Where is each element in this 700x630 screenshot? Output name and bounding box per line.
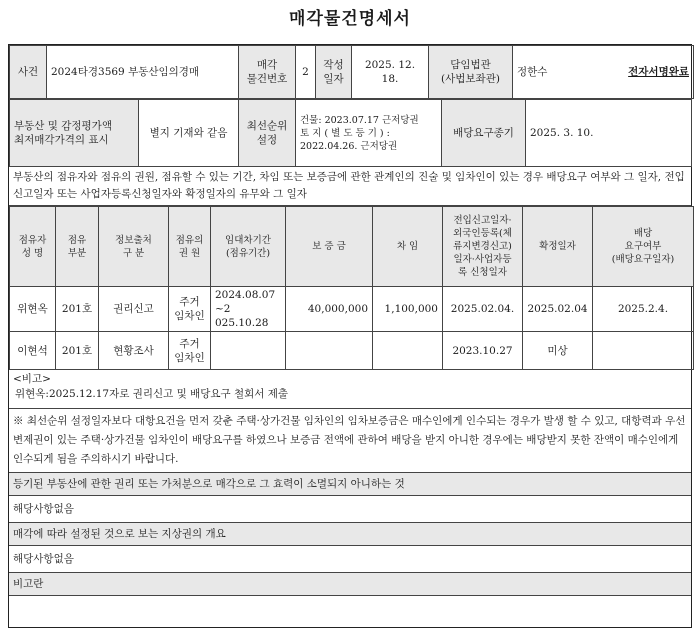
col-fixed-date: 확정일자 [523,207,593,287]
section-heading: 등기된 부동산에 관한 권리 또는 가처분으로 매각으로 그 효력이 소멸되지 아니하는 것 [9,473,691,496]
fixed-date: 2025.02.04 [523,287,593,332]
remarks-text: 위현옥:2025.12.17자로 권리신고 및 배당요구 철회서 제출 [15,388,289,400]
table-row [10,287,694,332]
col-occupancy-right: 점유의 권 원 [169,207,211,287]
col-deposit: 보 증 금 [286,207,373,287]
occupancy-note: 부동산의 점유자와 점유의 권원, 점유할 수 있는 기간, 차임 또는 보증금에 관한 관계인의 진술 및 임차인이 있는 경우 배당요구 여부와 그 일자, 전입신고일자 또는 사업자등록신청일자와 확정일자의 유무와 그 일자 [9,167,691,206]
occupant-name: 위현옥 [10,287,56,332]
item-number: 2 [296,46,316,99]
price-label: 부동산 및 감정평가액 최저매각가격의 표시 [10,100,139,167]
item-number-label: 매각 물건번호 [239,46,296,99]
priority-value: 건물: 2023.07.17 근저당권 토 지 ( 별 도 등 기 ) : 2022.04.26. 근저당권 [296,100,442,167]
deposit [286,332,373,370]
judge-cell [513,46,694,99]
lease-period [211,332,286,370]
rent [373,332,443,370]
col-occupant-name: 점유자 성 명 [10,207,56,287]
col-info-source: 정보출처 구 분 [99,207,169,287]
col-rent: 차 임 [373,207,443,287]
occupant-name: 이현석 [10,332,56,370]
section-body: 해당사항없음 [9,546,691,573]
price-value: 별지 기재와 같음 [139,100,239,167]
col-move-in-date: 전입신고일자· 외국인등록(체 류지변경신고) 일자·사업자등 록 신청일자 [443,207,523,287]
header-table [9,45,694,99]
rent: 1,100,000 [373,287,443,332]
deadline-label: 배당요구종기 [442,100,526,167]
date-label: 작성 일자 [316,46,352,99]
statement-frame [8,44,692,628]
dividend-request [593,332,694,370]
info-source: 권리신고 [99,287,169,332]
section-body: 해당사항없음 [9,496,691,523]
case-number: 2024타경3569 부동산임의경매 [47,46,239,99]
lease-period: 2024.08.07~2 025.10.28 [211,287,286,332]
section-heading: 매각에 따라 설정된 것으로 보는 지상권의 개요 [9,523,691,546]
price-table [9,99,692,167]
case-label: 사건 [10,46,47,99]
priority-label: 최선순위 설정 [239,100,296,167]
judge-name: 정한수 [517,66,548,78]
dividend-deadline: 2025. 3. 10. [526,100,692,167]
remarks-label: <비고> [13,373,51,385]
col-dividend-request: 배당 요구여부 (배당요구일자) [593,207,694,287]
tenant-header-row [10,207,694,287]
col-lease-period: 임대차기간 (점유기간) [211,207,286,287]
occupancy-right: 주거 임차인 [169,287,211,332]
move-in-date: 2023.10.27 [443,332,523,370]
occupied-part: 201호 [56,287,99,332]
section-heading: 비고란 [9,573,691,596]
info-source: 현황조사 [99,332,169,370]
occupied-part: 201호 [56,332,99,370]
written-date: 2025. 12. 18. [352,46,429,99]
occupancy-right: 주거 임차인 [169,332,211,370]
fixed-date: 미상 [523,332,593,370]
document-title: 매각물건명세서 [289,9,411,29]
move-in-date: 2025.02.04. [443,287,523,332]
table-row [10,332,694,370]
warning-note: ※ 최선순위 설정일자보다 대항요건을 먼저 갖춘 주택·상가건물 임차인의 임차보증금은 매수인에게 인수되는 경우가 발생 할 수 있고, 대항력과 우선변제권이 있는 주택·상가건물 임차인이 배당요구를 하였으나 보증금 전액에 관하여 배당을 받지 아니한 경우에는 배당받지 못한 잔액이 매수인에게 인수되게 됨을 주의하시기 바랍니다. [9,409,691,473]
e-signature: 전자서명완료 [628,66,689,78]
remarks-block [9,370,691,409]
dividend-request: 2025.2.4. [593,287,694,332]
section-body [9,596,691,616]
deposit: 40,000,000 [286,287,373,332]
tenant-table [9,206,694,370]
col-occupied-part: 점유 부분 [56,207,99,287]
judge-label: 담임법관 (사법보좌관) [429,46,513,99]
